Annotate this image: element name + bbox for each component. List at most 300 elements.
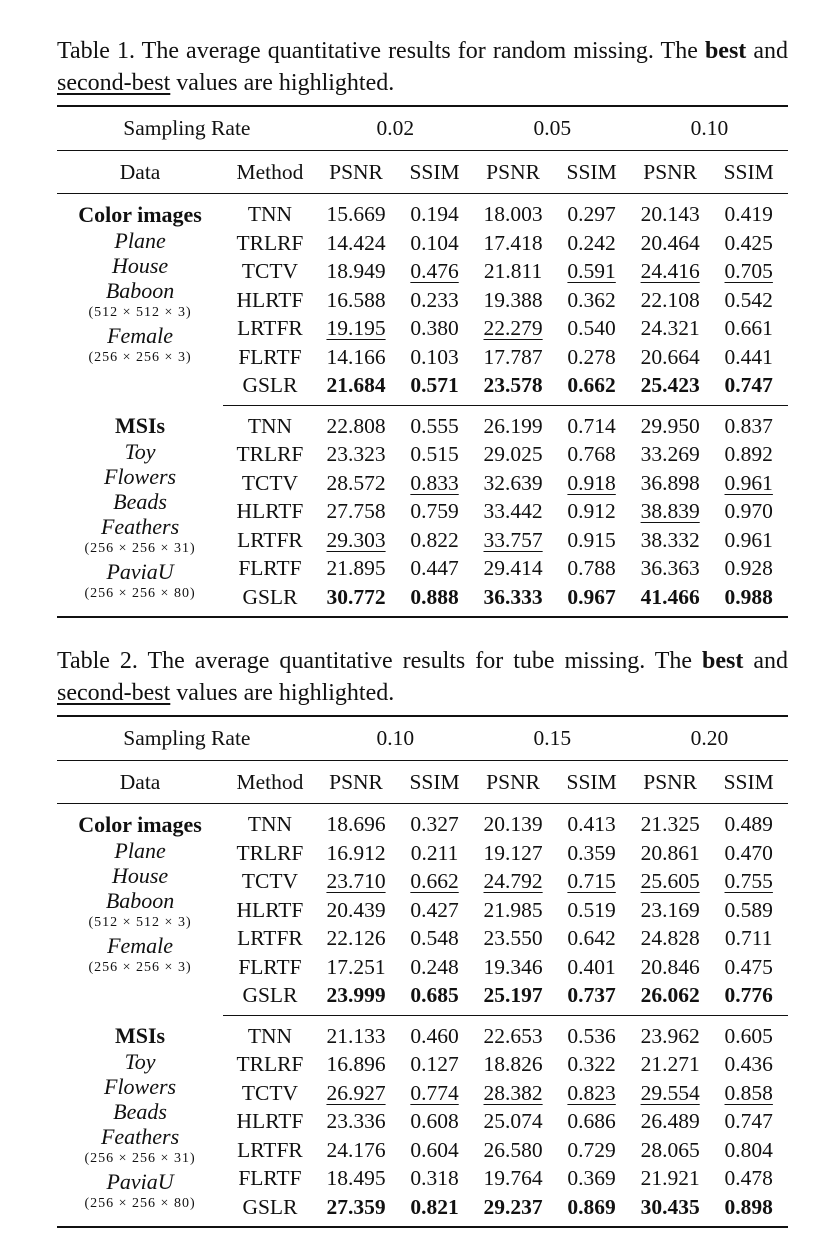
value-text: 0.605 bbox=[724, 1023, 773, 1048]
dataset-group-title: Color images bbox=[78, 202, 202, 227]
method-name: HLRTF bbox=[236, 897, 304, 922]
value-text: 24.176 bbox=[326, 1137, 386, 1162]
dataset-name: House bbox=[111, 253, 169, 278]
value-text: 0.888 bbox=[410, 584, 459, 609]
value-cell bbox=[709, 1015, 788, 1050]
method-name: GSLR bbox=[223, 371, 317, 405]
value-cell bbox=[317, 839, 396, 868]
value-text: 0.833 bbox=[410, 470, 459, 495]
value-text: 0.478 bbox=[724, 1166, 773, 1190]
dataset-name: Feathers bbox=[100, 514, 180, 539]
value-text: 0.714 bbox=[567, 413, 616, 438]
dataset-size: (512 × 512 × 3) bbox=[88, 915, 192, 930]
second-best-value-cell bbox=[552, 1079, 631, 1108]
value-text: 0.642 bbox=[567, 926, 616, 950]
dataset-name: Beads bbox=[113, 489, 167, 514]
value-cell bbox=[709, 440, 788, 469]
value-text: 0.662 bbox=[567, 373, 616, 397]
dataset-name: Toy bbox=[124, 1049, 156, 1074]
value-cell bbox=[395, 314, 474, 343]
value-text: 36.363 bbox=[640, 556, 700, 580]
table-caption bbox=[57, 35, 788, 99]
dataset-size: (256 × 256 × 31) bbox=[84, 541, 196, 556]
method-name: FLRTF bbox=[238, 556, 302, 580]
best-value-cell bbox=[474, 981, 553, 1015]
value-cell bbox=[631, 1050, 710, 1079]
value-cell bbox=[709, 839, 788, 868]
second-best-value-cell bbox=[317, 526, 396, 555]
best-value-cell bbox=[709, 371, 788, 405]
caption-best: best bbox=[704, 38, 747, 64]
value-cell bbox=[552, 896, 631, 925]
value-cell bbox=[552, 924, 631, 953]
value-text: 0.380 bbox=[410, 316, 459, 340]
value-cell bbox=[552, 229, 631, 258]
value-cell bbox=[395, 1164, 474, 1193]
value-text: 19.195 bbox=[326, 316, 386, 340]
value-cell bbox=[317, 194, 396, 229]
value-text: 0.470 bbox=[724, 840, 773, 865]
value-text: 16.896 bbox=[326, 1052, 386, 1076]
method-name: FLRTF bbox=[238, 1166, 302, 1190]
table-1-block bbox=[57, 35, 788, 618]
value-text: 0.542 bbox=[724, 287, 773, 312]
best-value-cell bbox=[474, 583, 553, 618]
metric-header-psnr: PSNR bbox=[317, 151, 396, 194]
value-text: 0.685 bbox=[410, 983, 459, 1007]
value-text: 0.804 bbox=[724, 1137, 773, 1162]
value-cell bbox=[474, 343, 553, 372]
value-text: 0.127 bbox=[410, 1052, 459, 1076]
value-text: 0.519 bbox=[567, 897, 616, 922]
value-text: 25.197 bbox=[483, 983, 543, 1007]
value-text: 0.768 bbox=[567, 442, 616, 466]
value-cell bbox=[395, 1136, 474, 1165]
value-cell bbox=[317, 405, 396, 440]
caption-suffix: values are highlighted. bbox=[176, 680, 395, 706]
method-name: FLRTF bbox=[238, 954, 302, 979]
value-cell bbox=[395, 554, 474, 583]
value-text: 0.515 bbox=[410, 442, 459, 466]
best-value-cell bbox=[552, 981, 631, 1015]
value-cell bbox=[709, 804, 788, 839]
best-value-cell bbox=[552, 1193, 631, 1228]
value-text: 0.460 bbox=[410, 1023, 459, 1048]
dataset-size: (256 × 256 × 80) bbox=[84, 1196, 196, 1211]
value-cell bbox=[474, 1107, 553, 1136]
method-column-header: Method bbox=[223, 151, 317, 194]
value-text: 0.961 bbox=[724, 527, 773, 552]
best-value-cell bbox=[552, 583, 631, 618]
value-cell bbox=[709, 554, 788, 583]
caption-best: best bbox=[702, 648, 744, 674]
method-name: TCTV bbox=[241, 1080, 298, 1105]
data-group-cell bbox=[57, 194, 223, 406]
value-text: 22.808 bbox=[326, 413, 386, 438]
dataset-size: (256 × 256 × 31) bbox=[84, 1151, 196, 1166]
value-text: 28.382 bbox=[483, 1080, 543, 1105]
value-cell bbox=[631, 314, 710, 343]
value-text: 24.828 bbox=[640, 926, 700, 950]
value-cell bbox=[474, 440, 553, 469]
value-text: 26.489 bbox=[640, 1109, 700, 1133]
value-cell bbox=[552, 1107, 631, 1136]
value-cell bbox=[709, 526, 788, 555]
second-best-value-cell bbox=[709, 1079, 788, 1108]
table-2-block bbox=[57, 645, 788, 1228]
dataset-name: House bbox=[111, 863, 169, 888]
best-value-cell bbox=[709, 583, 788, 618]
value-text: 0.604 bbox=[410, 1137, 459, 1162]
dataset-name: PaviaU bbox=[106, 1169, 174, 1194]
value-cell bbox=[317, 1136, 396, 1165]
value-text: 23.999 bbox=[326, 983, 386, 1007]
value-text: 0.194 bbox=[410, 202, 459, 226]
value-cell bbox=[395, 229, 474, 258]
value-cell bbox=[395, 896, 474, 925]
value-text: 29.950 bbox=[640, 413, 700, 438]
caption-second-best: second-best bbox=[57, 70, 171, 96]
dataset-size: (256 × 256 × 3) bbox=[88, 350, 192, 365]
value-text: 0.837 bbox=[724, 413, 773, 438]
dataset-name: Feathers bbox=[100, 1124, 180, 1149]
value-text: 19.388 bbox=[483, 287, 543, 312]
value-text: 29.554 bbox=[640, 1080, 700, 1105]
value-cell bbox=[395, 343, 474, 372]
value-cell bbox=[395, 194, 474, 229]
value-text: 21.895 bbox=[326, 556, 386, 580]
value-text: 0.898 bbox=[724, 1194, 773, 1219]
second-best-value-cell bbox=[395, 469, 474, 498]
value-text: 0.918 bbox=[567, 470, 616, 495]
value-text: 18.003 bbox=[483, 202, 543, 226]
value-cell bbox=[395, 953, 474, 982]
value-text: 0.278 bbox=[567, 344, 616, 369]
value-cell bbox=[709, 229, 788, 258]
value-text: 29.025 bbox=[483, 442, 543, 466]
value-text: 19.764 bbox=[483, 1166, 543, 1190]
value-cell bbox=[474, 1136, 553, 1165]
value-text: 21.133 bbox=[326, 1023, 386, 1048]
value-cell bbox=[631, 194, 710, 229]
value-text: 0.988 bbox=[724, 584, 773, 609]
value-cell bbox=[317, 896, 396, 925]
method-name: LRTFR bbox=[237, 527, 303, 552]
value-text: 0.967 bbox=[567, 584, 616, 609]
value-cell bbox=[395, 405, 474, 440]
value-text: 0.211 bbox=[410, 840, 459, 865]
dataset-name: Toy bbox=[124, 439, 156, 464]
best-value-cell bbox=[474, 371, 553, 405]
method-name: TRLRF bbox=[236, 230, 304, 255]
best-value-cell bbox=[631, 1193, 710, 1228]
sampling-rate-value: 0.10 bbox=[631, 106, 788, 151]
value-cell bbox=[395, 804, 474, 839]
value-text: 27.359 bbox=[326, 1194, 386, 1219]
value-cell bbox=[631, 405, 710, 440]
value-text: 29.414 bbox=[483, 556, 543, 580]
method-name: TCTV bbox=[241, 869, 298, 893]
sampling-rate-value: 0.15 bbox=[474, 716, 631, 761]
caption-prefix: Table 2. The average quantitative results for tube missing. The bbox=[57, 648, 693, 674]
table-row bbox=[57, 1015, 788, 1050]
value-text: 30.435 bbox=[640, 1194, 700, 1219]
value-cell bbox=[317, 1015, 396, 1050]
value-text: 0.715 bbox=[567, 869, 616, 893]
second-best-value-cell bbox=[474, 867, 553, 896]
value-text: 17.251 bbox=[326, 954, 386, 979]
value-text: 29.237 bbox=[483, 1194, 543, 1219]
value-text: 26.062 bbox=[640, 983, 700, 1007]
value-cell bbox=[395, 1050, 474, 1079]
value-text: 17.787 bbox=[483, 344, 543, 369]
value-text: 0.571 bbox=[410, 373, 459, 397]
data-group-cell bbox=[57, 804, 223, 1016]
value-text: 0.103 bbox=[410, 344, 459, 369]
method-name: TNN bbox=[247, 202, 293, 226]
value-cell bbox=[631, 286, 710, 315]
value-text: 21.921 bbox=[640, 1166, 700, 1190]
dataset-group-title: MSIs bbox=[115, 1023, 166, 1048]
value-cell bbox=[474, 953, 553, 982]
value-cell bbox=[474, 1050, 553, 1079]
value-text: 0.447 bbox=[410, 556, 459, 580]
value-cell bbox=[631, 343, 710, 372]
method-name: TRLRF bbox=[236, 1052, 304, 1076]
metric-header-ssim: SSIM bbox=[395, 761, 474, 804]
value-cell bbox=[474, 469, 553, 498]
value-cell bbox=[474, 839, 553, 868]
metric-header-row bbox=[57, 761, 788, 804]
value-cell bbox=[631, 526, 710, 555]
metric-header-psnr: PSNR bbox=[474, 761, 553, 804]
value-text: 20.143 bbox=[640, 202, 700, 226]
dataset-size: (256 × 256 × 80) bbox=[84, 586, 196, 601]
value-text: 22.279 bbox=[483, 316, 543, 340]
best-value-cell bbox=[317, 981, 396, 1015]
value-cell bbox=[474, 924, 553, 953]
value-cell bbox=[552, 1050, 631, 1079]
second-best-value-cell bbox=[631, 1079, 710, 1108]
best-value-cell bbox=[631, 981, 710, 1015]
value-text: 0.661 bbox=[724, 316, 773, 340]
sampling-rate-value: 0.10 bbox=[317, 716, 474, 761]
method-name: GSLR bbox=[242, 1194, 298, 1219]
dataset-list bbox=[57, 804, 223, 978]
value-text: 0.419 bbox=[724, 202, 773, 226]
metric-header-ssim: SSIM bbox=[709, 761, 788, 804]
value-cell bbox=[631, 804, 710, 839]
second-best-value-cell bbox=[552, 867, 631, 896]
method-name: GSLR bbox=[242, 584, 298, 609]
metric-header-psnr: PSNR bbox=[631, 151, 710, 194]
value-cell bbox=[317, 1107, 396, 1136]
value-text: 0.476 bbox=[410, 259, 459, 283]
value-cell bbox=[395, 497, 474, 526]
metric-header-ssim: SSIM bbox=[395, 151, 474, 194]
best-value-cell bbox=[552, 371, 631, 405]
value-text: 0.233 bbox=[410, 287, 459, 312]
method-name: TNN bbox=[247, 812, 293, 836]
method-name: TCTV bbox=[241, 470, 298, 495]
second-best-value-cell bbox=[317, 1079, 396, 1108]
value-cell bbox=[317, 1164, 396, 1193]
dataset-name: Flowers bbox=[104, 464, 177, 489]
value-text: 0.536 bbox=[567, 1023, 616, 1048]
second-best-value-cell bbox=[631, 257, 710, 286]
value-cell bbox=[474, 405, 553, 440]
value-text: 0.608 bbox=[410, 1109, 459, 1133]
value-text: 0.362 bbox=[567, 287, 616, 312]
method-name: TNN bbox=[247, 1023, 293, 1048]
value-cell bbox=[709, 1136, 788, 1165]
value-cell bbox=[709, 286, 788, 315]
value-text: 0.705 bbox=[724, 259, 773, 283]
value-text: 0.662 bbox=[410, 869, 459, 893]
dataset-name: Beads bbox=[113, 1099, 167, 1124]
value-text: 0.104 bbox=[410, 230, 459, 255]
value-text: 38.332 bbox=[640, 527, 700, 552]
value-text: 18.696 bbox=[326, 812, 386, 836]
value-cell bbox=[631, 924, 710, 953]
dataset-name: PaviaU bbox=[106, 559, 174, 584]
value-text: 38.839 bbox=[640, 499, 700, 523]
value-cell bbox=[709, 924, 788, 953]
value-cell bbox=[474, 194, 553, 229]
value-text: 0.776 bbox=[724, 983, 773, 1007]
value-text: 36.333 bbox=[483, 584, 543, 609]
metric-header-row bbox=[57, 151, 788, 194]
value-text: 41.466 bbox=[640, 584, 700, 609]
value-text: 20.439 bbox=[326, 897, 386, 922]
best-value-cell bbox=[395, 981, 474, 1015]
value-text: 28.065 bbox=[640, 1137, 700, 1162]
value-text: 26.580 bbox=[483, 1137, 543, 1162]
value-text: 0.425 bbox=[724, 230, 773, 255]
best-value-cell bbox=[395, 371, 474, 405]
value-text: 0.359 bbox=[567, 840, 616, 865]
value-text: 0.912 bbox=[567, 499, 616, 523]
dataset-list bbox=[57, 405, 223, 604]
value-text: 15.669 bbox=[326, 202, 386, 226]
value-text: 0.755 bbox=[724, 869, 773, 893]
sampling-rate-header-row bbox=[57, 716, 788, 761]
value-text: 33.442 bbox=[483, 499, 543, 523]
value-cell bbox=[552, 554, 631, 583]
results-table bbox=[57, 105, 788, 618]
value-cell bbox=[709, 953, 788, 982]
data-group-cell bbox=[57, 1015, 223, 1227]
value-text: 21.325 bbox=[640, 812, 700, 836]
best-value-cell bbox=[317, 583, 396, 618]
second-best-value-cell bbox=[474, 1079, 553, 1108]
dataset-list bbox=[57, 1015, 223, 1214]
value-cell bbox=[395, 286, 474, 315]
value-text: 0.540 bbox=[567, 316, 616, 340]
value-cell bbox=[552, 1015, 631, 1050]
value-text: 24.321 bbox=[640, 316, 700, 340]
dataset-size: (256 × 256 × 3) bbox=[88, 960, 192, 975]
dataset-list bbox=[57, 194, 223, 368]
value-cell bbox=[474, 896, 553, 925]
value-cell bbox=[631, 839, 710, 868]
method-name: HLRTF bbox=[236, 287, 304, 312]
value-text: 0.747 bbox=[724, 1109, 773, 1133]
sampling-rate-value: 0.05 bbox=[474, 106, 631, 151]
value-text: 20.139 bbox=[483, 812, 543, 836]
second-best-value-cell bbox=[709, 257, 788, 286]
value-cell bbox=[317, 440, 396, 469]
value-text: 0.427 bbox=[410, 897, 459, 922]
value-cell bbox=[709, 1050, 788, 1079]
value-cell bbox=[474, 257, 553, 286]
value-text: 19.127 bbox=[483, 840, 543, 865]
caption-and: and bbox=[753, 648, 789, 674]
value-text: 17.418 bbox=[483, 230, 543, 255]
metric-header-psnr: PSNR bbox=[317, 761, 396, 804]
data-group-cell bbox=[57, 405, 223, 617]
value-cell bbox=[631, 1015, 710, 1050]
value-cell bbox=[317, 343, 396, 372]
second-best-value-cell bbox=[631, 497, 710, 526]
value-text: 0.823 bbox=[567, 1080, 616, 1105]
value-cell bbox=[317, 804, 396, 839]
value-cell bbox=[395, 526, 474, 555]
value-cell bbox=[474, 497, 553, 526]
second-best-value-cell bbox=[474, 314, 553, 343]
value-text: 30.772 bbox=[326, 584, 386, 609]
value-text: 23.710 bbox=[326, 869, 386, 893]
value-cell bbox=[709, 194, 788, 229]
value-cell bbox=[709, 1107, 788, 1136]
value-cell bbox=[552, 286, 631, 315]
best-value-cell bbox=[317, 1193, 396, 1228]
best-value-cell bbox=[395, 1193, 474, 1228]
caption-prefix: Table 1. The average quantitative results for random missing. The bbox=[57, 38, 698, 64]
value-cell bbox=[317, 497, 396, 526]
value-text: 0.774 bbox=[410, 1080, 459, 1105]
value-text: 23.962 bbox=[640, 1023, 700, 1048]
value-cell bbox=[552, 440, 631, 469]
method-name: TRLRF bbox=[236, 840, 304, 865]
method-name: LRTFR bbox=[237, 926, 303, 950]
value-cell bbox=[317, 469, 396, 498]
dataset-size: (512 × 512 × 3) bbox=[88, 305, 192, 320]
value-text: 18.949 bbox=[326, 259, 386, 283]
value-cell bbox=[709, 343, 788, 372]
second-best-value-cell bbox=[395, 1079, 474, 1108]
value-cell bbox=[474, 1015, 553, 1050]
value-text: 36.898 bbox=[640, 470, 700, 495]
value-cell bbox=[552, 314, 631, 343]
value-cell bbox=[552, 1164, 631, 1193]
value-text: 23.169 bbox=[640, 897, 700, 922]
value-text: 25.605 bbox=[640, 869, 700, 893]
value-text: 0.242 bbox=[567, 230, 616, 255]
dataset-name: Female bbox=[107, 933, 174, 958]
best-value-cell bbox=[709, 1193, 788, 1228]
value-cell bbox=[317, 554, 396, 583]
table-row bbox=[57, 405, 788, 440]
value-text: 21.684 bbox=[326, 373, 386, 397]
value-text: 22.126 bbox=[326, 926, 386, 950]
value-cell bbox=[552, 804, 631, 839]
value-text: 0.747 bbox=[724, 373, 773, 397]
metric-header-psnr: PSNR bbox=[631, 761, 710, 804]
value-text: 24.792 bbox=[483, 869, 543, 893]
value-text: 0.711 bbox=[724, 926, 773, 950]
value-text: 14.424 bbox=[326, 230, 386, 255]
